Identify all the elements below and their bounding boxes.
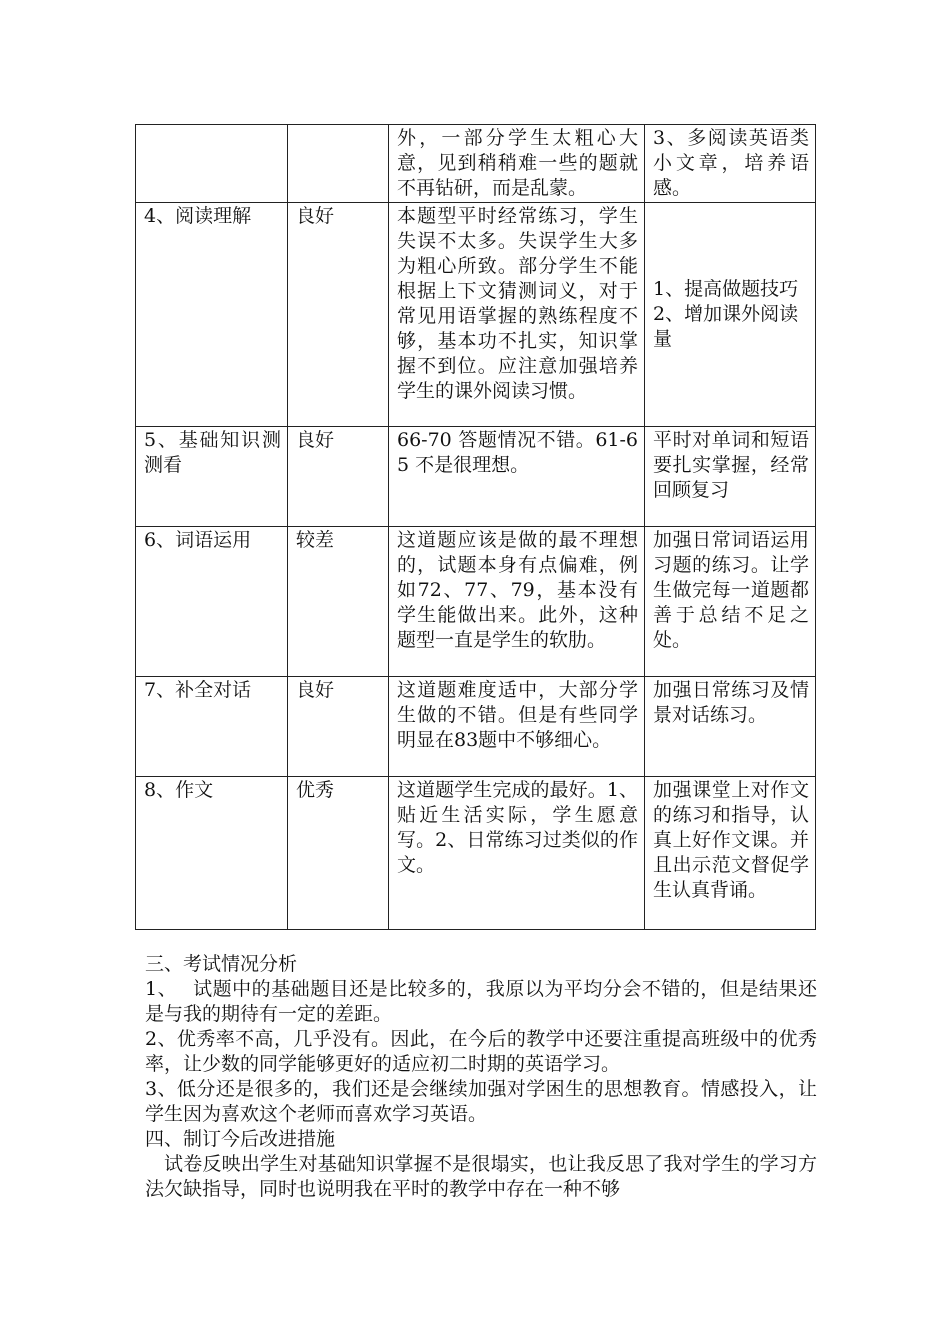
- paragraph: [145, 977, 817, 1027]
- list-number: 1、: [145, 978, 178, 1000]
- item-cell: 7、补全对话: [136, 677, 288, 777]
- measure-cell: 加强课堂上对作文的练习和指导，认真上好作文课。并且出示范文督促学生认真背诵。: [645, 777, 816, 930]
- table-row: [136, 527, 816, 677]
- table-row: [136, 427, 816, 527]
- item-cell: 4、阅读理解: [136, 203, 288, 427]
- paragraph: 2、优秀率不高，几乎没有。因此，在今后的教学中还要注重提高班级中的优秀率，让少数的同学能够更好的适应初二时期的英语学习。: [145, 1028, 817, 1075]
- analysis-cell: 外，一部分学生太粗心大意，见到稍稍难一些的题就不再钻研，而是乱蒙。: [389, 125, 645, 203]
- table-row: [136, 777, 816, 930]
- measure-cell: 平时对单词和短语要扎实掌握，经常回顾复习: [645, 427, 816, 527]
- measure-cell: 加强日常练习及情景对话练习。: [645, 677, 816, 777]
- analysis-cell: 这道题难度适中，大部分学生做的不错。但是有些同学明显在83题中不够细心。: [389, 677, 645, 777]
- paragraph: 3、低分还是很多的，我们还是会继续加强对学困生的思想教育。情感投入，让学生因为喜欢这个老师而喜欢学习英语。: [145, 1078, 817, 1125]
- section-heading: 四、制订今后改进措施: [145, 1128, 336, 1150]
- item-cell: 6、词语运用: [136, 527, 288, 677]
- analysis-cell: 这道题应该是做的最不理想的，试题本身有点偏难，例如72、77、79，基本没有学生能做出来。此外，这种题型一直是学生的软肋。: [389, 527, 645, 677]
- body-text: [145, 952, 817, 1202]
- paragraph: 试卷反映出学生对基础知识掌握不是很塌实，也让我反思了我对学生的学习方法欠缺指导，同时也说明我在平时的教学中存在一种不够: [145, 1153, 817, 1200]
- table-row: [136, 125, 816, 203]
- table-row: [136, 677, 816, 777]
- item-cell: [136, 125, 288, 203]
- measure-cell: 1、提高做题技巧 2、增加课外阅读量: [645, 203, 816, 427]
- analysis-cell: 66-70 答题情况不错。61-65 不是很理想。: [389, 427, 645, 527]
- table-row: [136, 203, 816, 427]
- section-heading: 三、考试情况分析: [145, 953, 298, 975]
- item-cell: 8、作文: [136, 777, 288, 930]
- paragraph-text: 试题中的基础题目还是比较多的，我原以为平均分会不错的，但是结果还是与我的期待有一定的差距。: [145, 978, 817, 1025]
- analysis-table: [135, 124, 816, 930]
- level-cell: 优秀: [288, 777, 389, 930]
- measure-cell: 3、多阅读英语类小文章，培养语感。: [645, 125, 816, 203]
- item-cell: 5、基础知识测测看: [136, 427, 288, 527]
- level-cell: [288, 125, 389, 203]
- measure-cell: 加强日常词语运用习题的练习。让学生做完每一道题都善于总结不足之处。: [645, 527, 816, 677]
- level-cell: 良好: [288, 203, 389, 427]
- analysis-cell: 这道题学生完成的最好。1、贴近生活实际，学生愿意写。2、日常练习过类似的作文。: [389, 777, 645, 930]
- analysis-cell: 本题型平时经常练习，学生失误不太多。失误学生大多为粗心所致。部分学生不能根据上下文猜测词义，对于常见用语掌握的熟练程度不够，基本功不扎实，知识掌握不到位。应注意加强培养学生的课外阅读习惯。: [389, 203, 645, 427]
- level-cell: 较差: [288, 527, 389, 677]
- level-cell: 良好: [288, 677, 389, 777]
- level-cell: 良好: [288, 427, 389, 527]
